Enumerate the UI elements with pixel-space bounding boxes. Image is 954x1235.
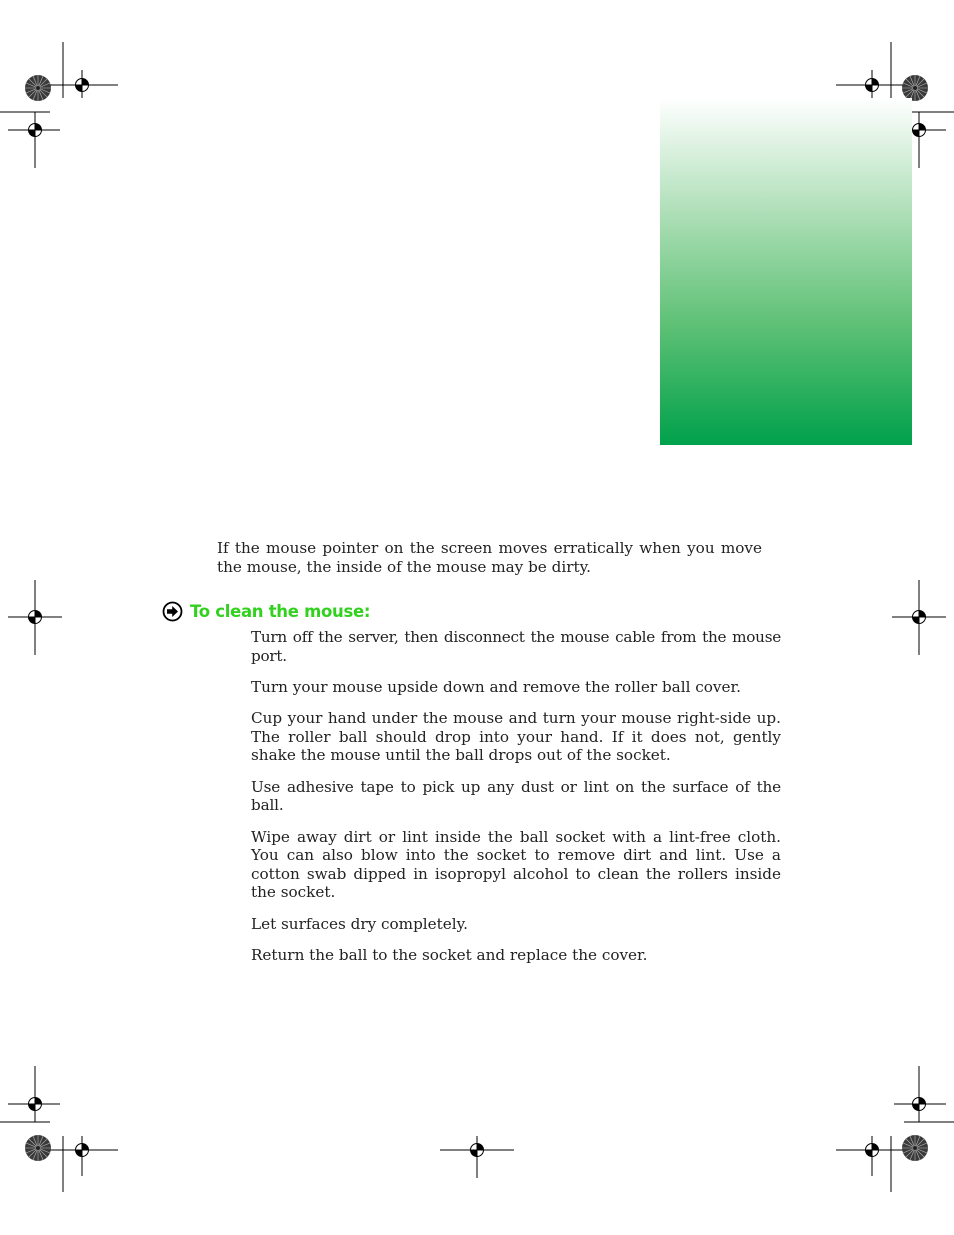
step: Cup your hand under the mouse and turn your mouse right-side up. The roller ball should drop into your hand. If it does not, gently shake the mouse until the ball drops out of the socket. (251, 709, 781, 765)
procedure-title: To clean the mouse: (190, 601, 371, 621)
procedure-steps (251, 628, 781, 977)
intro-paragraph: If the mouse pointer on the screen moves erratically when you move the mouse, the inside of the mouse may be dirty. (217, 539, 762, 576)
chapter-tab (660, 98, 912, 445)
step: Wipe away dirt or lint inside the ball socket with a lint-free cloth. You can also blow into the socket to remove dirt and lint. Use a cotton swab dipped in isopropyl alcohol to clean the rollers inside the socket. (251, 827, 781, 902)
step: Return the ball to the socket and replace the cover. (251, 945, 648, 964)
step: Turn off the server, then disconnect the mouse cable from the mouse port. (251, 628, 781, 665)
step: Let surfaces dry completely. (251, 914, 468, 933)
step: Use adhesive tape to pick up any dust or lint on the surface of the ball. (251, 777, 781, 815)
step: Turn your mouse upside down and remove the roller ball cover. (251, 677, 741, 696)
procedure-heading (162, 600, 370, 622)
arrow-right-circle-icon (162, 601, 183, 622)
